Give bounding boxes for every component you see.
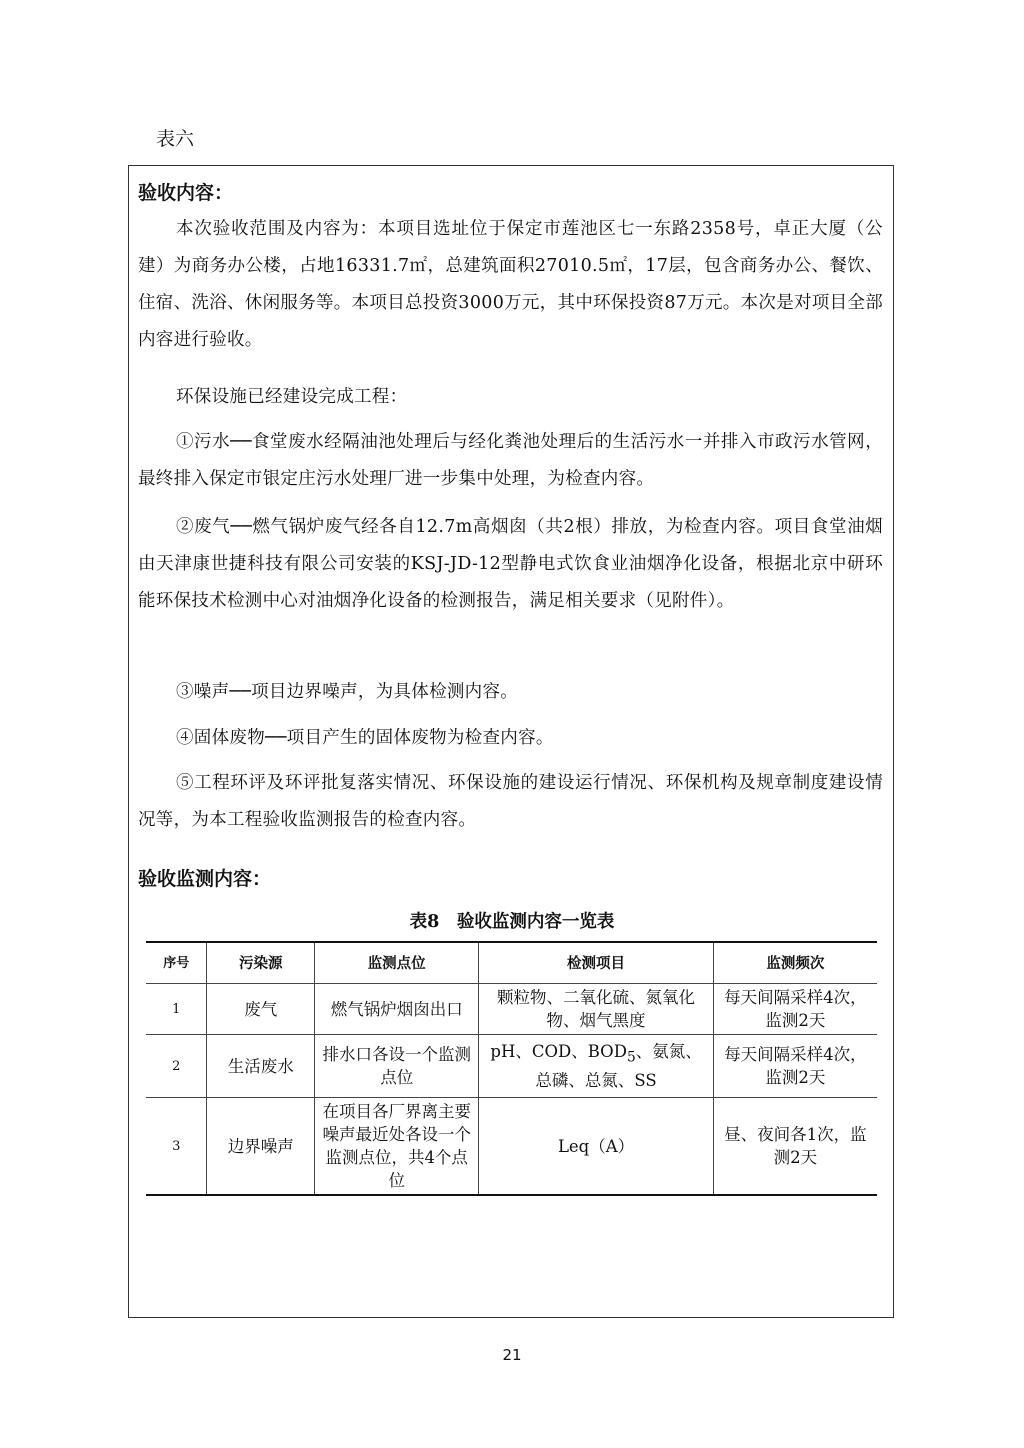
monitoring-table bbox=[146, 941, 877, 1196]
monitoring-frequency: 每天间隔采样4次，监测2天 bbox=[713, 984, 877, 1035]
monitoring-point: 在项目各厂界离主要噪声最近处各设一个监测点位，共4个点位 bbox=[315, 1098, 479, 1196]
test-items: Leq（A） bbox=[479, 1098, 714, 1196]
pollution-source: 边界噪声 bbox=[207, 1098, 315, 1196]
row-number: 3 bbox=[146, 1098, 207, 1196]
scope-paragraph: 本次验收范围及内容为：本项目选址位于保定市莲池区七一东路2358号，卓正大厦（公建）为商务办公楼，占地16331.7㎡，总建筑面积27010.5㎡，17层，包含商务办公、餐饮、住宿、洗浴、休闲服务等。本项目总投资3000万元，其中环保投资87万元。本次是对项目全部内容进行验收。 bbox=[138, 219, 884, 350]
page-number: 21 bbox=[502, 1346, 522, 1364]
col-header-frequency: 监测频次 bbox=[713, 942, 877, 984]
bod-subscript: 5 bbox=[626, 1049, 636, 1066]
monitoring-frequency: 昼、夜间各1次，监测2天 bbox=[713, 1098, 877, 1196]
col-header-no: 序号 bbox=[146, 942, 207, 984]
test-items: 颗粒物、二氧化硫、氮氧化物、烟气黑度 bbox=[479, 984, 714, 1035]
eia-paragraph: ⑤工程环评及环评批复落实情况、环保设施的建设运行情况、环保机构及规章制度建设情况等，为本工程验收监测报告的检查内容。 bbox=[138, 773, 883, 830]
test-items-text: pH、COD、BOD bbox=[490, 1041, 627, 1061]
table-six-label: 表六 bbox=[156, 128, 195, 150]
test-items-text-rest: 、氨氮、总磷、总氮、SS bbox=[535, 1041, 702, 1091]
table-row bbox=[146, 1098, 877, 1196]
solid-waste-paragraph: ④固体废物──项目产生的固体废物为检查内容。 bbox=[176, 728, 554, 748]
noise-paragraph: ③噪声──项目边界噪声，为具体检测内容。 bbox=[176, 682, 519, 702]
exhaust-gas-paragraph: ②废气──燃气锅炉废气经各自12.7m高烟囱（共2根）排放，为检查内容。项目食堂油烟由天津康世捷科技有限公司安装的KSJ-JD-12型静电式饮食业油烟净化设备，根据北京中研环能环保技术检测中心对油烟净化设备的检测报告，满足相关要求（见附件）。 bbox=[138, 517, 883, 611]
monitoring-point: 燃气锅炉烟囱出口 bbox=[315, 984, 479, 1035]
col-header-items: 检测项目 bbox=[479, 942, 714, 984]
pollution-source: 生活废水 bbox=[207, 1035, 315, 1098]
pollution-source: 废气 bbox=[207, 984, 315, 1035]
col-header-point: 监测点位 bbox=[315, 942, 479, 984]
table-row bbox=[146, 984, 877, 1035]
monitoring-point: 排水口各设一个监测点位 bbox=[315, 1035, 479, 1098]
row-number: 2 bbox=[146, 1035, 207, 1098]
wastewater-paragraph: ①污水──食堂废水经隔油池处理后与经化粪池处理后的生活污水一并排入市政污水管网，最终排入保定市银定庄污水处理厂进一步集中处理，为检查内容。 bbox=[138, 432, 883, 489]
acceptance-content-heading: 验收内容： bbox=[138, 182, 234, 204]
table-row bbox=[146, 1035, 877, 1098]
facilities-intro-paragraph: 环保设施已经建设完成工程： bbox=[176, 387, 408, 407]
col-header-source: 污染源 bbox=[207, 942, 315, 984]
test-items bbox=[479, 1035, 714, 1098]
table-caption: 表8 验收监测内容一览表 bbox=[409, 912, 615, 932]
table-header-row bbox=[146, 942, 877, 984]
monitoring-frequency: 每天间隔采样4次，监测2天 bbox=[713, 1035, 877, 1098]
row-number: 1 bbox=[146, 984, 207, 1035]
monitoring-content-heading: 验收监测内容： bbox=[138, 868, 272, 890]
